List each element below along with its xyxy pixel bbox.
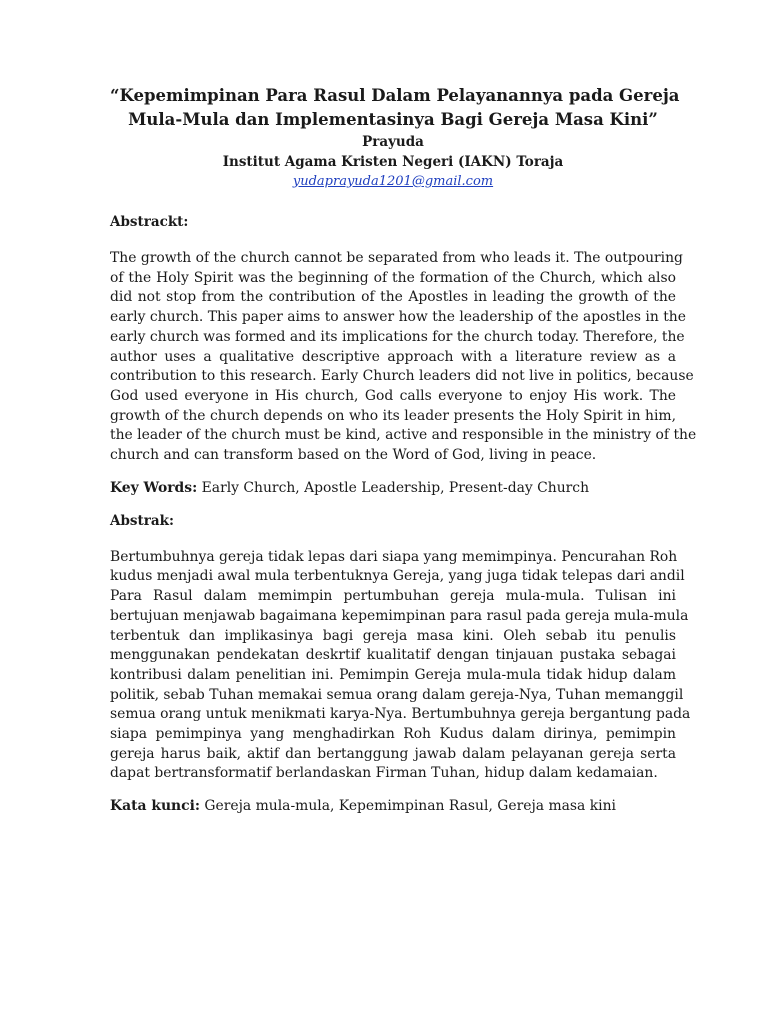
abstract-id-line: Bertumbuhnya gereja tidak lepas dari siapa yang memimpinya. Pencurahan Roh [110,548,678,565]
keywords-en [110,478,676,498]
abstract-en-line: God used everyone in His church, God calls everyone to enjoy His work. The [110,387,676,404]
paper-title-line-1: “Kepemimpinan Para Rasul Dalam Pelayanannya pada Gereja [110,86,680,105]
abstract-en-line: contribution to this research. Early Church leaders did not live in politics, because [110,368,694,385]
author-name: Prayuda [362,134,424,150]
abstract-id-line: menggunakan pendekatan deskrtif kualitatif dengan tinjauan pustaka sebagai [110,647,676,664]
author-email[interactable] [110,172,676,192]
abstract-en-line: author uses a qualitative descriptive approach with a literature review as a [110,348,676,365]
keywords-id [110,796,676,816]
abstract-id-line: politik, sebab Tuhan memakai semua orang dalam gereja-Nya, Tuhan memanggil [110,686,684,703]
paper-title [110,84,680,132]
keywords-en-values: Early Church, Apostle Leadership, Present-day Church [197,479,590,496]
abstract-id-line: gereja harus baik, aktif dan bertanggung jawab dalam pelayanan gereja serta [110,745,676,762]
abstract-id-heading: Abstrak: [110,512,174,529]
paper-title-line-2: Mula-Mula dan Implementasinya Bagi Gereja Masa Kini” [128,110,658,129]
abstract-en-line: growth of the church depends on who its leader presents the Holy Spirit in him, [110,407,676,424]
abstract-id-line: bertujuan menjawab bagaimana kepemimpinan para rasul pada gereja mula-mula [110,607,689,624]
abstract-id-body [110,548,691,784]
abstract-en-body [110,249,697,466]
keywords-id-values: Gereja mula-mula, Kepemimpinan Rasul, Gereja masa kini [200,798,616,815]
abstract-id-line: terbentuk dan implikasinya bagi gereja masa kini. Oleh sebab itu penulis [110,627,676,644]
abstract-id-line: siapa pemimpinya yang menghadirkan Roh Kudus dalam dirinya, pemimpin [110,726,676,743]
abstract-id-line: dapat bertransformatif berlandaskan Firman Tuhan, hidup dalam kedamaian. [110,765,658,782]
keywords-en-label: Key Words: [110,479,198,496]
abstract-id-line: kontribusi dalam penelitian ini. Pemimpin Gereja mula-mula tidak hidup dalam [110,666,676,683]
abstract-en-line: early church was formed and its implications for the church today. Therefore, the [110,328,685,345]
keywords-id-label: Kata kunci: [110,798,201,815]
abstract-en-line: The growth of the church cannot be separated from who leads it. The outpouring [110,250,683,266]
abstract-en-line: did not stop from the contribution of the Apostles in leading the growth of the [110,289,676,306]
author-email-link[interactable]: yudaprayuda1201@gmail.com [292,174,494,189]
abstract-en-line: church and can transform based on the Word of God, living in peace. [110,447,597,464]
abstract-id-line: kudus menjadi awal mula terbentuknya Gereja, yang juga tidak telepas dari andil [110,568,685,585]
abstract-id-line: Para Rasul dalam memimpin pertumbuhan gereja mula-mula. Tulisan ini [110,588,676,605]
abstract-en-line: of the Holy Spirit was the beginning of the formation of the Church, which also [110,269,676,286]
abstract-en-heading: Abstrackt: [110,214,189,230]
author-affiliation: Institut Agama Kristen Negeri (IAKN) Toraja [222,154,564,170]
paper-page [110,84,697,816]
abstract-en-line: the leader of the church must be kind, active and responsible in the ministry of the [110,427,697,444]
abstract-id-line: semua orang untuk menikmati karya-Nya. Bertumbuhnya gereja bergantung pada [110,706,691,723]
abstract-en-line: early church. This paper aims to answer how the leadership of the apostles in the [110,309,686,326]
